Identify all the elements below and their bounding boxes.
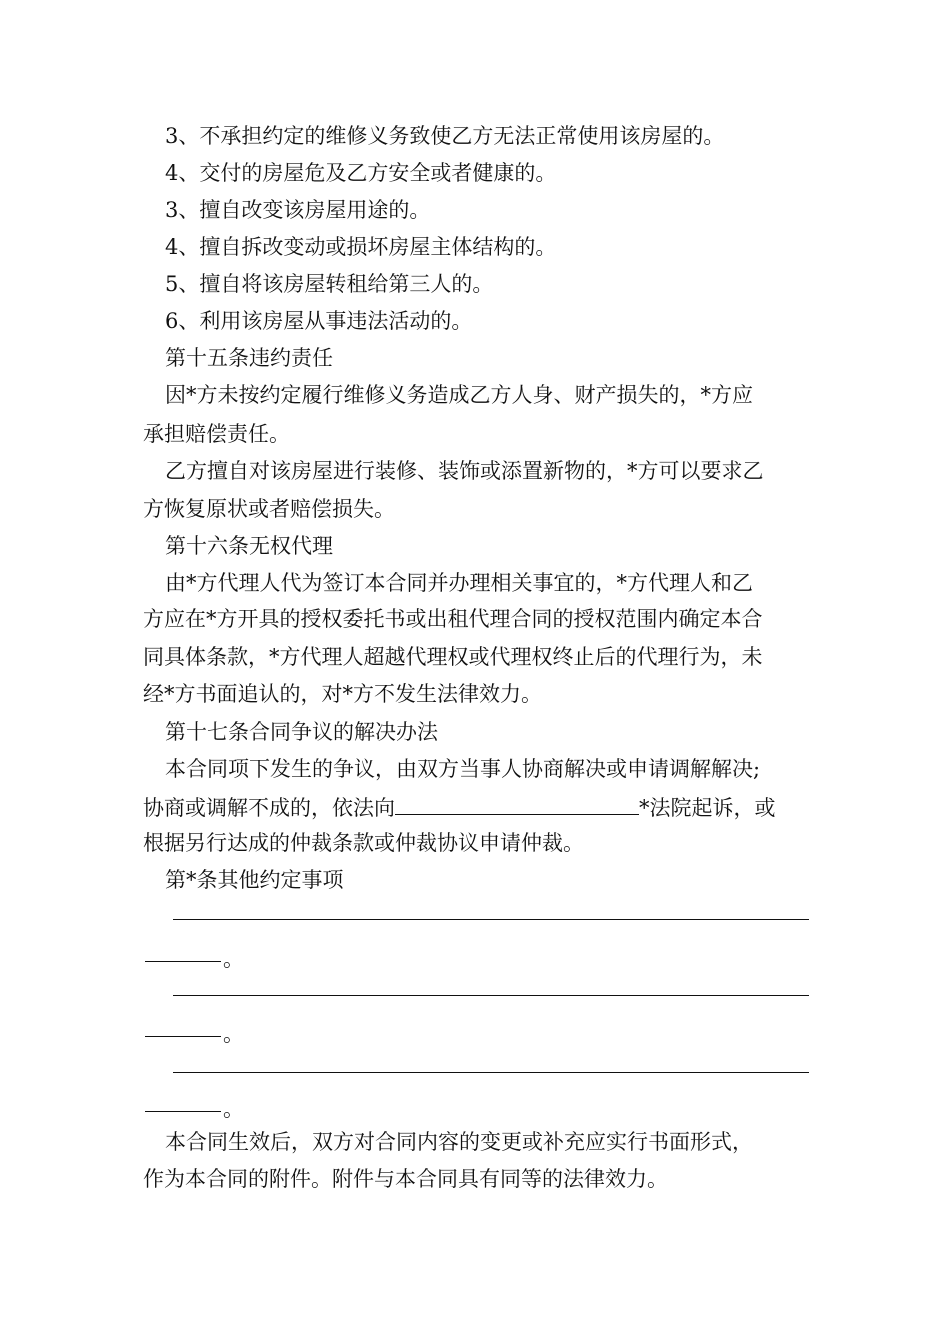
article-16-heading: 第十六条无权代理 bbox=[165, 534, 333, 558]
article-15-paragraph-1-line-2: 承担赔偿责任。 bbox=[143, 422, 290, 446]
other-terms-end-mark: 。 bbox=[223, 1097, 244, 1121]
article-17-line-3: 根据另行达成的仲裁条款或仲裁协议申请仲裁。 bbox=[143, 831, 584, 855]
article-15-heading: 第十五条违约责任 bbox=[165, 346, 333, 370]
other-terms-end-mark: 。 bbox=[223, 1022, 244, 1046]
article-15-paragraph-2-line-1: 乙方擅自对该房屋进行装修、装饰或添置新物的，*方可以要求乙 bbox=[165, 459, 764, 483]
other-terms-end-mark: 。 bbox=[223, 947, 244, 971]
closing-line-1: 本合同生效后，双方对合同内容的变更或补充应实行书面形式， bbox=[165, 1130, 753, 1154]
article-16-line-3: 同具体条款，*方代理人超越代理权或代理权终止后的代理行为，未 bbox=[143, 645, 763, 669]
list-item: 4、交付的房屋危及乙方安全或者健康的。 bbox=[165, 161, 557, 185]
list-item: 3、不承担约定的维修义务致使乙方无法正常使用该房屋的。 bbox=[165, 124, 725, 148]
list-item: 4、擅自拆改变动或损坏房屋主体结构的。 bbox=[165, 235, 557, 259]
list-item: 6、利用该房屋从事违法活动的。 bbox=[165, 309, 473, 333]
article-15-paragraph-1-line-1: 因*方未按约定履行维修义务造成乙方人身、财产损失的，*方应 bbox=[165, 383, 753, 407]
other-terms-blank-2a[interactable] bbox=[173, 995, 809, 996]
article-16-line-2: 方应在*方开具的授权委托书或出租代理合同的授权范围内确定本合 bbox=[143, 607, 763, 631]
closing-line-2: 作为本合同的附件。附件与本合同具有同等的法律效力。 bbox=[143, 1167, 668, 1191]
other-terms-heading: 第*条其他约定事项 bbox=[165, 868, 344, 892]
article-16-line-1: 由*方代理人代为签订本合同并办理相关事宜的，*方代理人和乙 bbox=[165, 571, 753, 595]
court-text-before: 协商或调解不成的，依法向 bbox=[143, 796, 395, 820]
article-17-line-1: 本合同项下发生的争议，由双方当事人协商解决或申请调解解决; bbox=[165, 757, 761, 781]
other-terms-blank-1b[interactable] bbox=[145, 961, 221, 962]
list-item: 5、擅自将该房屋转租给第三人的。 bbox=[165, 272, 494, 296]
court-name-blank[interactable] bbox=[395, 792, 639, 815]
other-terms-blank-2b[interactable] bbox=[145, 1036, 221, 1037]
article-17-line-2 bbox=[143, 792, 776, 823]
other-terms-blank-3a[interactable] bbox=[173, 1072, 809, 1073]
article-17-heading: 第十七条合同争议的解决办法 bbox=[165, 720, 438, 744]
article-16-line-4: 经*方书面追认的，对*方不发生法律效力。 bbox=[143, 682, 542, 706]
court-text-after: *法院起诉，或 bbox=[639, 796, 776, 820]
list-item: 3、擅自改变该房屋用途的。 bbox=[165, 198, 431, 222]
other-terms-blank-1a[interactable] bbox=[173, 919, 809, 920]
other-terms-blank-3b[interactable] bbox=[145, 1111, 221, 1112]
article-15-paragraph-2-line-2: 方恢复原状或者赔偿损失。 bbox=[143, 497, 395, 521]
